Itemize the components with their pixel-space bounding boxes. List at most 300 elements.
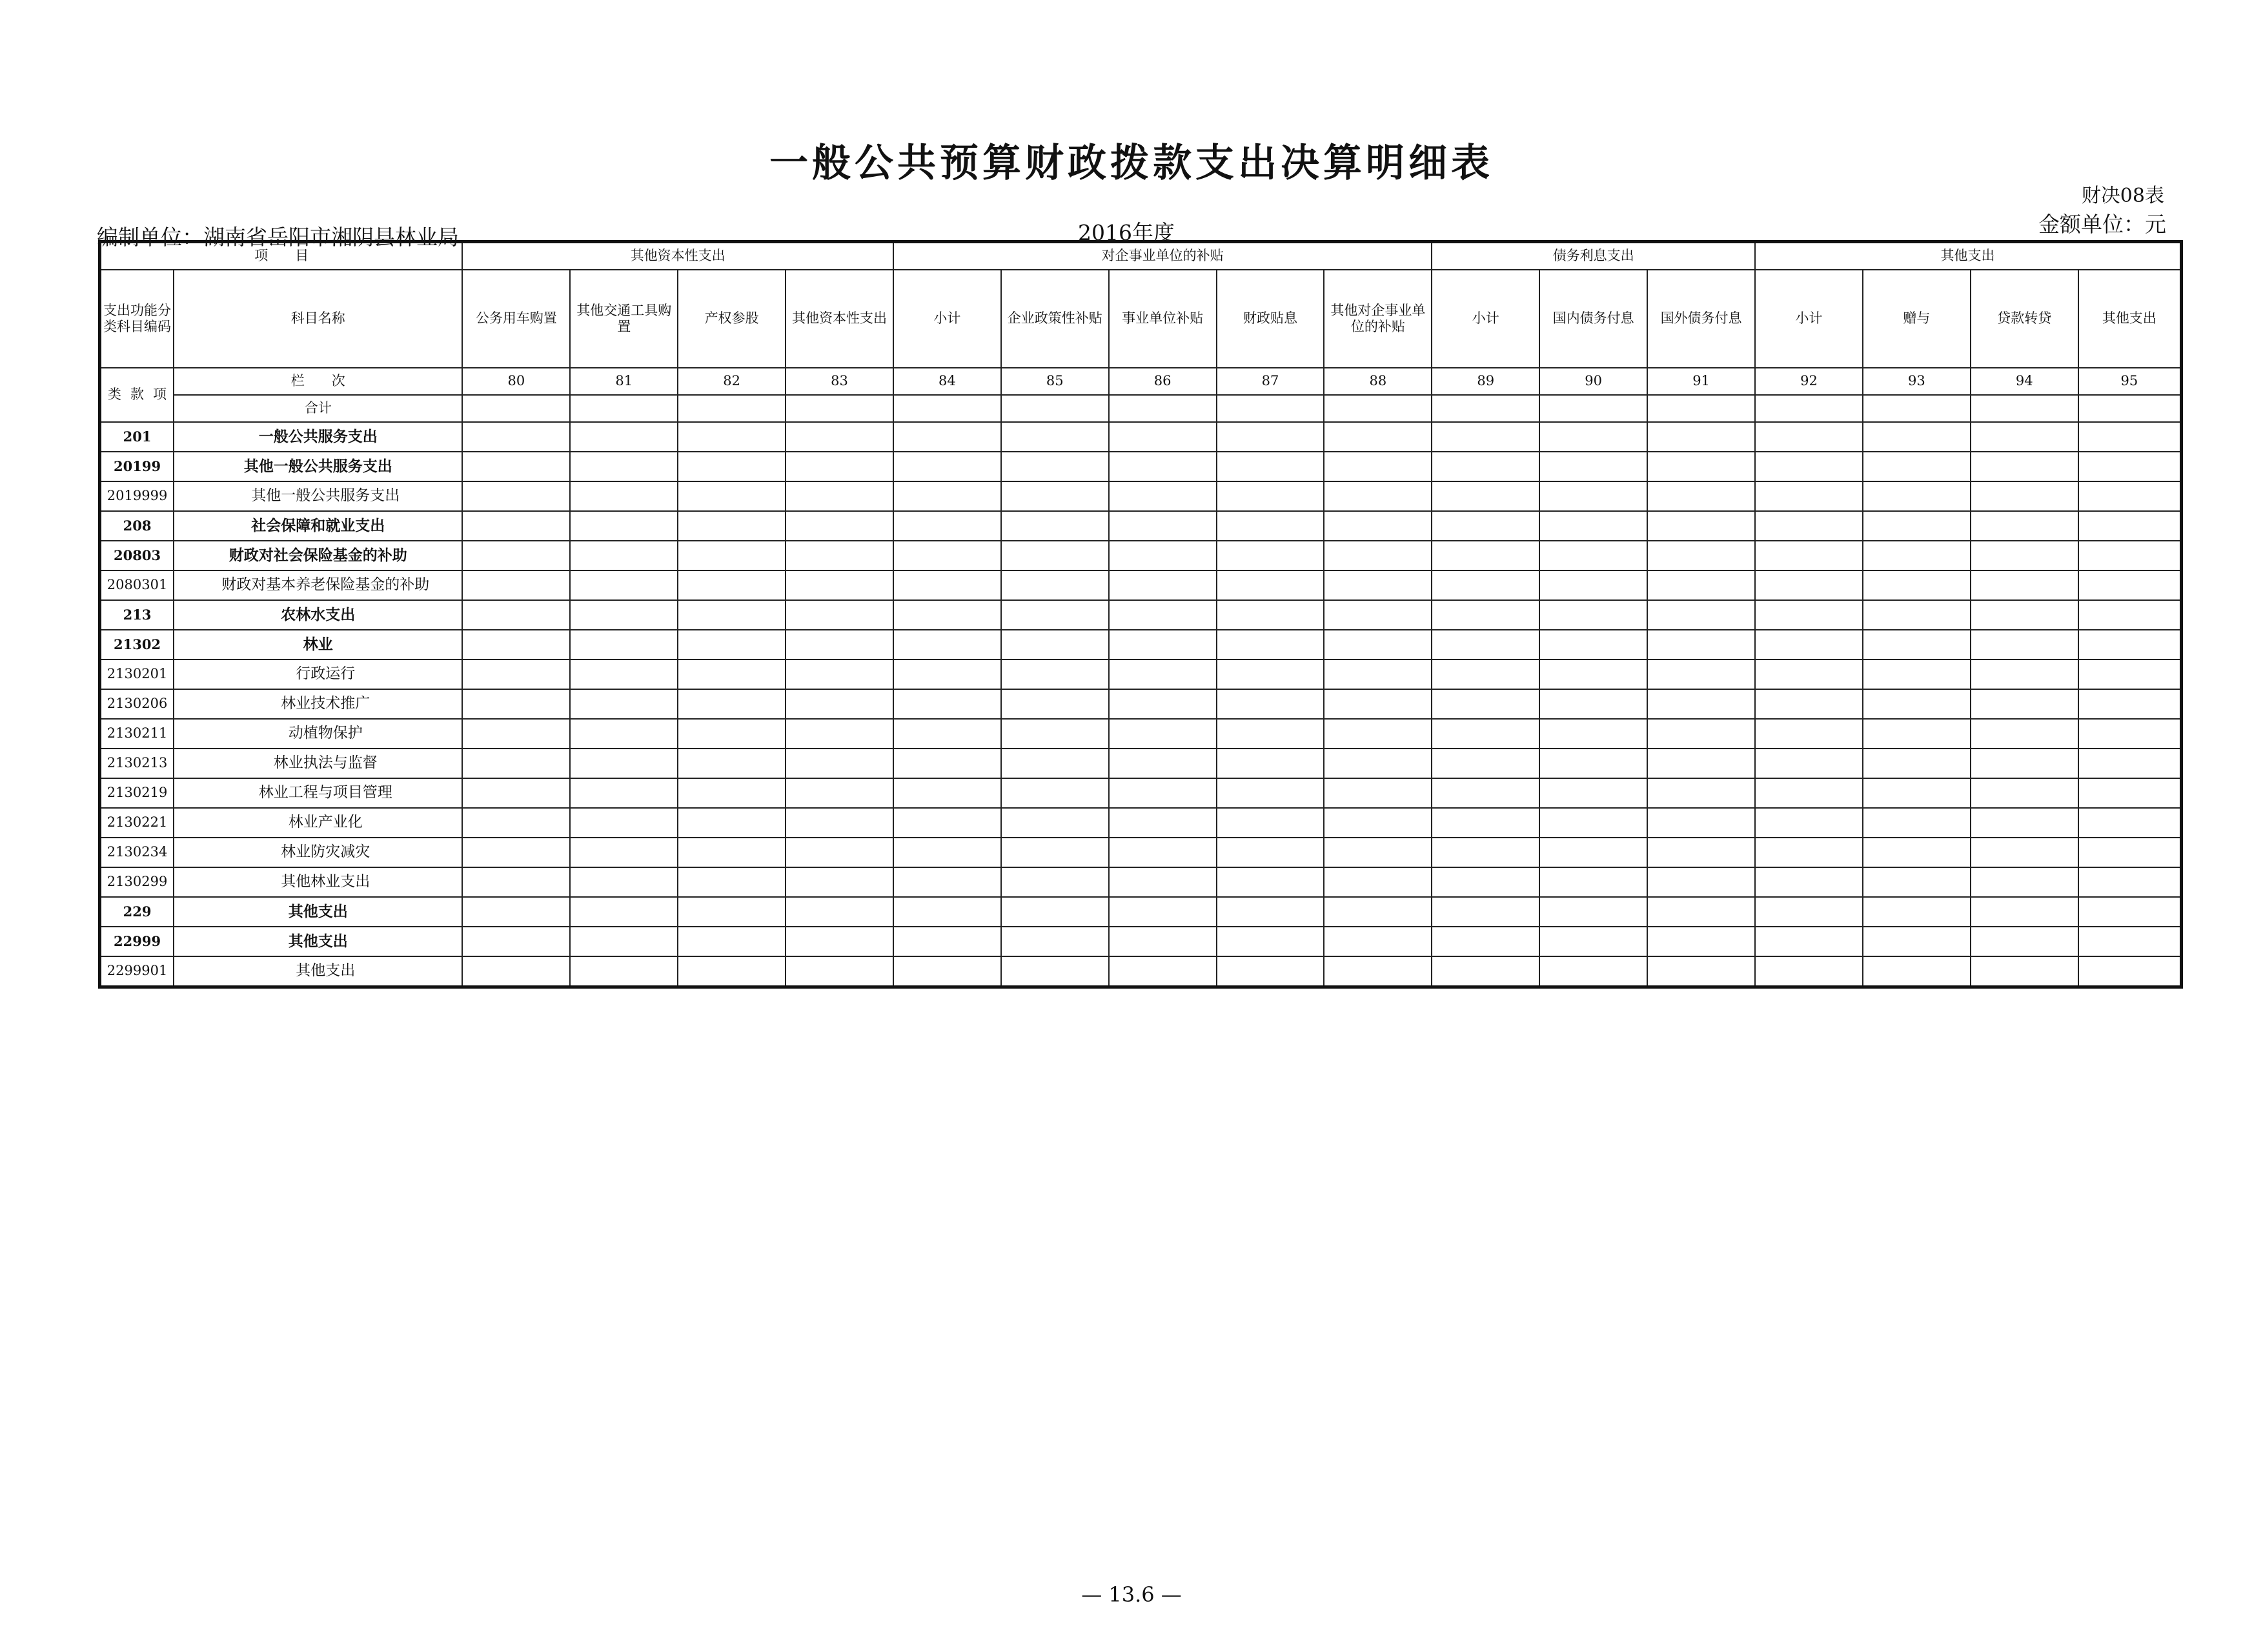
amount-cell bbox=[1001, 956, 1109, 987]
amount-cell bbox=[1539, 749, 1647, 778]
subject-name: 财政对基本养老保险基金的补助 bbox=[174, 570, 462, 600]
column-number: 91 bbox=[1647, 368, 1755, 395]
column-header: 其他对企事业单位的补贴 bbox=[1324, 270, 1432, 368]
subject-name: 林业防灾减灾 bbox=[174, 838, 462, 867]
amount-cell bbox=[1863, 689, 1971, 719]
column-number: 85 bbox=[1001, 368, 1109, 395]
amount-cell bbox=[1324, 838, 1432, 867]
amount-cell bbox=[678, 808, 786, 838]
amount-cell bbox=[1432, 422, 1539, 452]
amount-cell bbox=[1755, 600, 1863, 630]
amount-cell bbox=[462, 570, 570, 600]
amount-cell bbox=[2078, 956, 2182, 987]
amount-cell bbox=[1971, 838, 2078, 867]
compiling-unit: 编制单位：湖南省岳阳市湘阴县林业局 bbox=[97, 225, 459, 250]
subject-name: 行政运行 bbox=[174, 660, 462, 689]
amount-cell bbox=[1217, 630, 1324, 660]
amount-cell bbox=[893, 956, 1001, 987]
table-row bbox=[100, 570, 2182, 600]
amount-cell bbox=[1324, 660, 1432, 689]
amount-cell bbox=[1863, 600, 1971, 630]
table-body bbox=[100, 422, 2182, 987]
amount-cell bbox=[1971, 541, 2078, 570]
subject-code: 2130221 bbox=[100, 808, 174, 838]
amount-cell bbox=[1647, 600, 1755, 630]
column-header: 小计 bbox=[893, 270, 1001, 368]
amount-cell bbox=[1432, 897, 1539, 927]
amount-cell bbox=[2078, 838, 2182, 867]
amount-cell bbox=[678, 927, 786, 956]
amount-cell bbox=[1217, 660, 1324, 689]
amount-cell bbox=[1863, 808, 1971, 838]
column-number: 93 bbox=[1863, 368, 1971, 395]
amount-cell bbox=[1001, 749, 1109, 778]
amount-cell bbox=[462, 541, 570, 570]
amount-cell bbox=[1217, 570, 1324, 600]
subject-name: 其他一般公共服务支出 bbox=[174, 452, 462, 481]
amount-cell bbox=[1863, 481, 1971, 511]
column-header: 其他资本性支出 bbox=[786, 270, 893, 368]
amount-cell bbox=[570, 689, 678, 719]
amount-cell bbox=[1324, 600, 1432, 630]
amount-cell bbox=[786, 719, 893, 749]
amount-cell bbox=[1755, 808, 1863, 838]
amount-cell bbox=[786, 689, 893, 719]
amount-cell bbox=[1539, 570, 1647, 600]
column-number: 95 bbox=[2078, 368, 2182, 395]
amount-cell bbox=[1217, 956, 1324, 987]
expenditure-table bbox=[98, 240, 2183, 989]
amount-cell bbox=[1863, 511, 1971, 541]
amount-cell bbox=[462, 422, 570, 452]
total-cell bbox=[1971, 395, 2078, 422]
amount-cell bbox=[1863, 956, 1971, 987]
table-row bbox=[100, 630, 2182, 660]
subject-code: 208 bbox=[100, 511, 174, 541]
amount-cell bbox=[1647, 956, 1755, 987]
column-header: 公务用车购置 bbox=[462, 270, 570, 368]
subject-code: 2130211 bbox=[100, 719, 174, 749]
amount-cell bbox=[1001, 897, 1109, 927]
amount-cell bbox=[893, 689, 1001, 719]
fiscal-year: 2016年度 bbox=[1078, 220, 1175, 245]
amount-cell bbox=[893, 541, 1001, 570]
amount-cell bbox=[570, 541, 678, 570]
amount-cell bbox=[1755, 511, 1863, 541]
amount-cell bbox=[1971, 689, 2078, 719]
subject-code: 20803 bbox=[100, 541, 174, 570]
column-header: 其他支出 bbox=[2078, 270, 2182, 368]
amount-cell bbox=[570, 927, 678, 956]
amount-cell bbox=[786, 838, 893, 867]
amount-cell bbox=[2078, 422, 2182, 452]
column-number: 87 bbox=[1217, 368, 1324, 395]
amount-cell bbox=[1647, 481, 1755, 511]
kuan-label: 款 bbox=[130, 387, 145, 403]
amount-cell bbox=[1647, 719, 1755, 749]
amount-cell bbox=[1324, 630, 1432, 660]
amount-cell bbox=[893, 867, 1001, 897]
amount-cell bbox=[1109, 897, 1217, 927]
amount-cell bbox=[1971, 481, 2078, 511]
column-header: 国内债务付息 bbox=[1539, 270, 1647, 368]
subject-code: 22999 bbox=[100, 927, 174, 956]
total-label: 合计 bbox=[174, 395, 462, 422]
column-number: 82 bbox=[678, 368, 786, 395]
amount-cell bbox=[1109, 541, 1217, 570]
column-header: 小计 bbox=[1755, 270, 1863, 368]
amount-cell bbox=[1432, 956, 1539, 987]
amount-cell bbox=[1324, 570, 1432, 600]
amount-cell bbox=[1109, 630, 1217, 660]
column-header: 产权参股 bbox=[678, 270, 786, 368]
total-cell bbox=[1324, 395, 1432, 422]
table-row bbox=[100, 511, 2182, 541]
amount-cell bbox=[1971, 956, 2078, 987]
amount-cell bbox=[1109, 719, 1217, 749]
total-cell bbox=[678, 395, 786, 422]
amount-cell bbox=[462, 927, 570, 956]
amount-cell bbox=[1971, 808, 2078, 838]
total-cell bbox=[570, 395, 678, 422]
amount-cell bbox=[1217, 867, 1324, 897]
amount-cell bbox=[893, 570, 1001, 600]
amount-cell bbox=[2078, 778, 2182, 808]
amount-cell bbox=[1647, 778, 1755, 808]
amount-cell bbox=[1001, 481, 1109, 511]
amount-cell bbox=[2078, 630, 2182, 660]
column-number: 81 bbox=[570, 368, 678, 395]
amount-cell bbox=[893, 600, 1001, 630]
amount-cell bbox=[1432, 600, 1539, 630]
amount-cell bbox=[1755, 660, 1863, 689]
amount-cell bbox=[1971, 630, 2078, 660]
amount-cell bbox=[2078, 808, 2182, 838]
amount-cell bbox=[678, 541, 786, 570]
subject-code: 2080301 bbox=[100, 570, 174, 600]
group-header: 债务利息支出 bbox=[1432, 242, 1755, 270]
amount-cell bbox=[1863, 630, 1971, 660]
subject-name-header: 科目名称 bbox=[174, 270, 462, 368]
amount-cell bbox=[1755, 956, 1863, 987]
subject-name: 林业执法与监督 bbox=[174, 749, 462, 778]
column-number: 89 bbox=[1432, 368, 1539, 395]
amount-cell bbox=[1109, 927, 1217, 956]
amount-cell bbox=[678, 749, 786, 778]
amount-cell bbox=[1324, 897, 1432, 927]
subject-name: 其他一般公共服务支出 bbox=[174, 481, 462, 511]
amount-cell bbox=[462, 630, 570, 660]
func-code-header: 支出功能分类科目编码 bbox=[100, 270, 174, 368]
amount-cell bbox=[462, 867, 570, 897]
amount-cell bbox=[1001, 778, 1109, 808]
amount-cell bbox=[1432, 570, 1539, 600]
amount-cell bbox=[462, 452, 570, 481]
amount-cell bbox=[678, 867, 786, 897]
amount-cell bbox=[1217, 808, 1324, 838]
amount-cell bbox=[786, 630, 893, 660]
column-number: 86 bbox=[1109, 368, 1217, 395]
amount-cell bbox=[1971, 660, 2078, 689]
amount-cell bbox=[1324, 749, 1432, 778]
amount-cell bbox=[786, 808, 893, 838]
amount-cell bbox=[1001, 867, 1109, 897]
amount-cell bbox=[893, 808, 1001, 838]
amount-cell bbox=[1755, 897, 1863, 927]
amount-cell bbox=[1863, 749, 1971, 778]
amount-cell bbox=[786, 749, 893, 778]
amount-cell bbox=[1324, 481, 1432, 511]
amount-cell bbox=[1217, 749, 1324, 778]
amount-cell bbox=[1324, 452, 1432, 481]
amount-cell bbox=[1539, 867, 1647, 897]
subject-name: 其他支出 bbox=[174, 927, 462, 956]
header-item: 项 目 bbox=[100, 242, 463, 270]
table-row bbox=[100, 838, 2182, 867]
amount-cell bbox=[1324, 541, 1432, 570]
amount-cell bbox=[893, 778, 1001, 808]
amount-cell bbox=[1539, 689, 1647, 719]
column-header: 贷款转贷 bbox=[1971, 270, 2078, 368]
subject-code: 2130206 bbox=[100, 689, 174, 719]
total-cell bbox=[1432, 395, 1539, 422]
amount-cell bbox=[678, 660, 786, 689]
amount-cell bbox=[1539, 927, 1647, 956]
amount-cell bbox=[1971, 719, 2078, 749]
column-header: 企业政策性补贴 bbox=[1001, 270, 1109, 368]
table-row bbox=[100, 689, 2182, 719]
amount-cell bbox=[1001, 660, 1109, 689]
table-row bbox=[100, 927, 2182, 956]
lei-kuan-xiang-header bbox=[100, 368, 174, 422]
amount-cell bbox=[893, 749, 1001, 778]
amount-cell bbox=[1539, 452, 1647, 481]
amount-cell bbox=[1001, 511, 1109, 541]
amount-cell bbox=[1217, 422, 1324, 452]
subject-code: 2299901 bbox=[100, 956, 174, 987]
amount-cell bbox=[2078, 867, 2182, 897]
amount-cell bbox=[1432, 689, 1539, 719]
amount-cell bbox=[1971, 600, 2078, 630]
amount-cell bbox=[462, 897, 570, 927]
amount-cell bbox=[1217, 600, 1324, 630]
subject-code: 21302 bbox=[100, 630, 174, 660]
amount-cell bbox=[786, 452, 893, 481]
amount-cell bbox=[1324, 778, 1432, 808]
amount-cell bbox=[570, 660, 678, 689]
amount-cell bbox=[462, 956, 570, 987]
amount-cell bbox=[893, 511, 1001, 541]
subject-code: 2130299 bbox=[100, 867, 174, 897]
amount-cell bbox=[786, 956, 893, 987]
amount-cell bbox=[893, 630, 1001, 660]
amount-cell bbox=[570, 630, 678, 660]
amount-cell bbox=[1109, 600, 1217, 630]
column-number: 88 bbox=[1324, 368, 1432, 395]
amount-cell bbox=[1971, 897, 2078, 927]
amount-cell bbox=[1755, 719, 1863, 749]
amount-cell bbox=[1001, 541, 1109, 570]
amount-cell bbox=[462, 689, 570, 719]
amount-cell bbox=[1539, 838, 1647, 867]
table-row bbox=[100, 452, 2182, 481]
amount-cell bbox=[1324, 422, 1432, 452]
amount-cell bbox=[893, 838, 1001, 867]
amount-cell bbox=[1539, 422, 1647, 452]
total-cell bbox=[1647, 395, 1755, 422]
column-header: 财政贴息 bbox=[1217, 270, 1324, 368]
amount-cell bbox=[570, 808, 678, 838]
amount-cell bbox=[1432, 630, 1539, 660]
total-cell bbox=[893, 395, 1001, 422]
amount-cell bbox=[786, 867, 893, 897]
amount-cell bbox=[1647, 570, 1755, 600]
amount-cell bbox=[1647, 511, 1755, 541]
amount-cell bbox=[2078, 897, 2182, 927]
amount-cell bbox=[678, 778, 786, 808]
column-number: 84 bbox=[893, 368, 1001, 395]
subject-name: 财政对社会保险基金的补助 bbox=[174, 541, 462, 570]
amount-cell bbox=[1217, 481, 1324, 511]
subject-name: 一般公共服务支出 bbox=[174, 422, 462, 452]
amount-cell bbox=[1109, 808, 1217, 838]
amount-cell bbox=[1971, 778, 2078, 808]
total-cell bbox=[1109, 395, 1217, 422]
total-cell bbox=[786, 395, 893, 422]
subject-code: 213 bbox=[100, 600, 174, 630]
total-cell bbox=[1755, 395, 1863, 422]
group-header: 对企事业单位的补贴 bbox=[893, 242, 1432, 270]
subject-name: 林业技术推广 bbox=[174, 689, 462, 719]
amount-cell bbox=[1109, 570, 1217, 600]
table-row bbox=[100, 778, 2182, 808]
amount-cell bbox=[1432, 927, 1539, 956]
form-number: 财决08表 bbox=[2081, 185, 2164, 207]
column-header: 事业单位补贴 bbox=[1109, 270, 1217, 368]
amount-cell bbox=[462, 511, 570, 541]
amount-cell bbox=[1539, 660, 1647, 689]
amount-cell bbox=[2078, 570, 2182, 600]
amount-cell bbox=[1324, 719, 1432, 749]
amount-cell bbox=[1863, 927, 1971, 956]
amount-cell bbox=[1432, 541, 1539, 570]
amount-cell bbox=[1647, 541, 1755, 570]
subject-code: 2130201 bbox=[100, 660, 174, 689]
amount-cell bbox=[570, 749, 678, 778]
amount-cell bbox=[1217, 511, 1324, 541]
amount-cell bbox=[1971, 927, 2078, 956]
amount-cell bbox=[570, 867, 678, 897]
subject-name: 社会保障和就业支出 bbox=[174, 511, 462, 541]
amount-cell bbox=[1971, 452, 2078, 481]
amount-cell bbox=[1971, 749, 2078, 778]
amount-cell bbox=[1539, 719, 1647, 749]
amount-cell bbox=[1755, 689, 1863, 719]
amount-cell bbox=[893, 422, 1001, 452]
amount-cell bbox=[786, 511, 893, 541]
amount-cell bbox=[1647, 808, 1755, 838]
amount-cell bbox=[1755, 867, 1863, 897]
amount-cell bbox=[1001, 838, 1109, 867]
amount-cell bbox=[2078, 749, 2182, 778]
amount-cell bbox=[1539, 600, 1647, 630]
amount-cell bbox=[1217, 541, 1324, 570]
amount-cell bbox=[1217, 897, 1324, 927]
amount-cell bbox=[1647, 838, 1755, 867]
amount-cell bbox=[786, 541, 893, 570]
amount-cell bbox=[570, 452, 678, 481]
amount-cell bbox=[1647, 422, 1755, 452]
table-row bbox=[100, 956, 2182, 987]
amount-cell bbox=[678, 956, 786, 987]
subject-code: 20199 bbox=[100, 452, 174, 481]
amount-cell bbox=[1863, 719, 1971, 749]
amount-cell bbox=[1863, 838, 1971, 867]
table-row bbox=[100, 600, 2182, 630]
amount-cell bbox=[570, 511, 678, 541]
amount-cell bbox=[570, 778, 678, 808]
subject-code: 2019999 bbox=[100, 481, 174, 511]
amount-cell bbox=[1001, 689, 1109, 719]
amount-cell bbox=[570, 838, 678, 867]
amount-unit: 金额单位：元 bbox=[2038, 212, 2166, 237]
amount-cell bbox=[2078, 719, 2182, 749]
amount-cell bbox=[786, 570, 893, 600]
table-row bbox=[100, 660, 2182, 689]
amount-cell bbox=[1755, 570, 1863, 600]
amount-cell bbox=[1001, 927, 1109, 956]
amount-cell bbox=[1324, 808, 1432, 838]
total-cell bbox=[462, 395, 570, 422]
amount-cell bbox=[1217, 689, 1324, 719]
amount-cell bbox=[1755, 630, 1863, 660]
amount-cell bbox=[678, 630, 786, 660]
amount-cell bbox=[678, 452, 786, 481]
amount-cell bbox=[1539, 956, 1647, 987]
amount-cell bbox=[1539, 778, 1647, 808]
amount-cell bbox=[1217, 838, 1324, 867]
amount-cell bbox=[462, 838, 570, 867]
total-cell bbox=[1217, 395, 1324, 422]
amount-cell bbox=[678, 600, 786, 630]
table-row bbox=[100, 749, 2182, 778]
subject-name: 其他林业支出 bbox=[174, 867, 462, 897]
total-cell bbox=[1539, 395, 1647, 422]
table-row bbox=[100, 867, 2182, 897]
xiang-label: 项 bbox=[153, 387, 167, 403]
amount-cell bbox=[1109, 452, 1217, 481]
amount-cell bbox=[570, 897, 678, 927]
amount-cell bbox=[1755, 838, 1863, 867]
amount-cell bbox=[786, 927, 893, 956]
amount-cell bbox=[786, 660, 893, 689]
amount-cell bbox=[1971, 570, 2078, 600]
amount-cell bbox=[462, 600, 570, 630]
amount-cell bbox=[1647, 660, 1755, 689]
amount-cell bbox=[1863, 452, 1971, 481]
total-cell bbox=[2078, 395, 2182, 422]
amount-cell bbox=[1432, 452, 1539, 481]
table-row bbox=[100, 481, 2182, 511]
amount-cell bbox=[786, 481, 893, 511]
amount-cell bbox=[1001, 452, 1109, 481]
amount-cell bbox=[1109, 867, 1217, 897]
amount-cell bbox=[1001, 422, 1109, 452]
amount-cell bbox=[1001, 630, 1109, 660]
table-row bbox=[100, 897, 2182, 927]
amount-cell bbox=[1863, 660, 1971, 689]
subject-name: 其他支出 bbox=[174, 956, 462, 987]
